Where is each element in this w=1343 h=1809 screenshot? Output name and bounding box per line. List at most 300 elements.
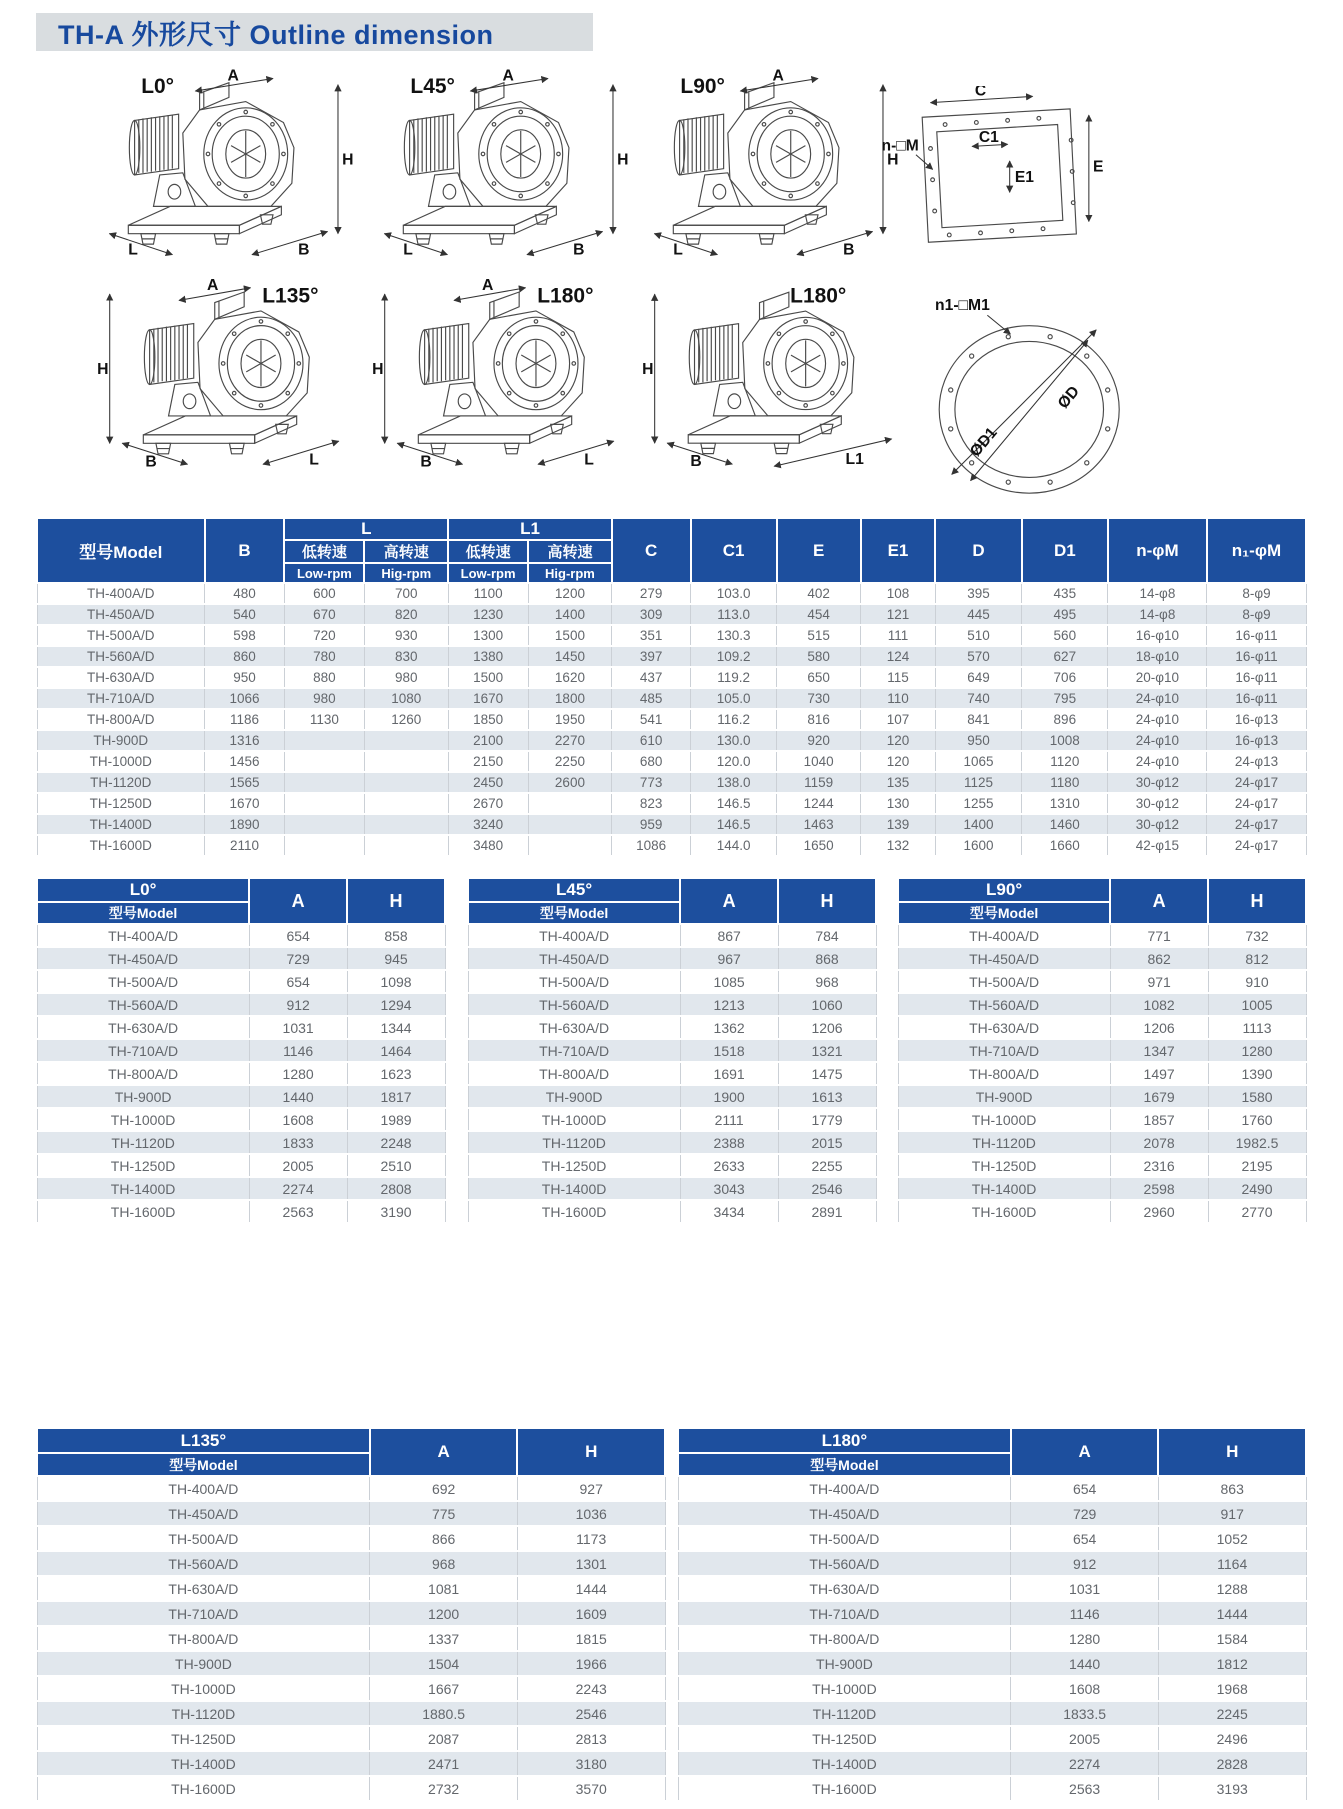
table-row xyxy=(37,1501,665,1526)
svg-text:L: L xyxy=(584,451,594,469)
table-cell: 816 xyxy=(777,709,861,730)
table-row xyxy=(468,1131,876,1154)
col-header-model: 型号Model xyxy=(678,1453,1011,1476)
table-cell: 1180 xyxy=(1022,772,1108,793)
table-cell: 16-φ13 xyxy=(1207,730,1306,751)
table-cell: 1206 xyxy=(778,1016,876,1039)
table-cell: 720 xyxy=(284,625,364,646)
table-row xyxy=(37,1701,665,1726)
col-header-model: 型号Model xyxy=(37,518,205,583)
table-cell: 20-φ10 xyxy=(1108,667,1207,688)
table-cell: 2828 xyxy=(1158,1751,1306,1776)
table-cell: 700 xyxy=(364,583,448,604)
table-row xyxy=(468,1016,876,1039)
table-cell: 950 xyxy=(205,667,285,688)
svg-text:ØD1: ØD1 xyxy=(966,424,1001,461)
table-cell: TH-1000D xyxy=(898,1108,1110,1131)
table-row xyxy=(898,993,1306,1016)
table-cell: 930 xyxy=(364,625,448,646)
col-header-e: E xyxy=(777,518,861,583)
table-cell: 670 xyxy=(284,604,364,625)
table-cell: 105.0 xyxy=(691,688,777,709)
table-cell: 2195 xyxy=(1208,1154,1306,1177)
table-cell: 1040 xyxy=(777,751,861,772)
table-cell: 580 xyxy=(777,646,861,667)
svg-text:B: B xyxy=(298,241,310,259)
table-row xyxy=(678,1776,1306,1801)
table-cell: 1031 xyxy=(249,1016,347,1039)
table-cell xyxy=(364,751,448,772)
table-cell: 967 xyxy=(680,947,778,970)
table-cell: TH-900D xyxy=(468,1085,680,1108)
table-cell: 30-φ12 xyxy=(1108,814,1207,835)
svg-text:H: H xyxy=(97,360,109,378)
table-row xyxy=(37,1476,665,1501)
table-row xyxy=(898,1016,1306,1039)
table-cell: 610 xyxy=(612,730,691,751)
table-cell: 2150 xyxy=(448,751,528,772)
table-cell: 1613 xyxy=(778,1085,876,1108)
table-row xyxy=(468,1200,876,1223)
a-h-table-l180 xyxy=(677,1427,1307,1802)
table-cell: TH-710A/D xyxy=(678,1601,1011,1626)
table-cell: TH-500A/D xyxy=(37,1526,370,1551)
table-cell: TH-630A/D xyxy=(37,1016,249,1039)
fan-drawing-l135 xyxy=(95,275,345,475)
table-cell: 732 xyxy=(1208,924,1306,947)
table-cell: 692 xyxy=(370,1476,518,1501)
table-cell: 3434 xyxy=(680,1200,778,1223)
table-cell: 2248 xyxy=(347,1131,445,1154)
table-cell: 2110 xyxy=(205,835,285,856)
table-cell: 130.0 xyxy=(691,730,777,751)
table-cell: TH-710A/D xyxy=(468,1039,680,1062)
table-cell: 1380 xyxy=(448,646,528,667)
table-cell: 1244 xyxy=(777,793,861,814)
table-cell: 30-φ12 xyxy=(1108,772,1207,793)
table-cell: 1098 xyxy=(347,970,445,993)
table-row xyxy=(468,993,876,1016)
col-header-high-en: Hig-rpm xyxy=(364,563,448,583)
table-cell: 16-φ11 xyxy=(1207,625,1306,646)
col-header-model: 型号Model xyxy=(37,902,249,924)
svg-text:A: A xyxy=(227,68,239,85)
table-cell: TH-800A/D xyxy=(678,1626,1011,1651)
table-cell: TH-1400D xyxy=(37,1751,370,1776)
svg-text:B: B xyxy=(843,241,855,259)
table-row xyxy=(678,1501,1306,1526)
table-cell: TH-1600D xyxy=(898,1200,1110,1223)
svg-text:L: L xyxy=(309,451,319,469)
table-cell: TH-800A/D xyxy=(898,1062,1110,1085)
table-row xyxy=(898,970,1306,993)
svg-text:C1: C1 xyxy=(978,129,999,147)
col-header-b: B xyxy=(205,518,285,583)
a-h-table-l0 xyxy=(36,877,446,1224)
table-cell: 8-φ9 xyxy=(1207,583,1306,604)
table-cell: 1294 xyxy=(347,993,445,1016)
table-cell: 16-φ11 xyxy=(1207,688,1306,709)
table-cell: 1464 xyxy=(347,1039,445,1062)
table-cell: 1968 xyxy=(1158,1676,1306,1701)
table-cell: 2563 xyxy=(249,1200,347,1223)
table-cell: TH-560A/D xyxy=(37,646,205,667)
table-cell: 1280 xyxy=(249,1062,347,1085)
table-cell: 1608 xyxy=(249,1108,347,1131)
table-cell: 867 xyxy=(680,924,778,947)
table-cell: 1623 xyxy=(347,1062,445,1085)
table-cell xyxy=(364,772,448,793)
table-cell: 1463 xyxy=(777,814,861,835)
table-cell: 120.0 xyxy=(691,751,777,772)
table-row xyxy=(37,1526,665,1551)
col-header-a: A xyxy=(680,878,778,924)
fan-drawing-l180-a xyxy=(370,275,620,475)
table-cell: 495 xyxy=(1022,604,1108,625)
table-cell: 971 xyxy=(1110,970,1208,993)
table-row xyxy=(37,604,1306,625)
table-cell: 1691 xyxy=(680,1062,778,1085)
table-cell: 510 xyxy=(935,625,1021,646)
table-angle-label: L0° xyxy=(37,878,249,902)
table-cell: TH-450A/D xyxy=(37,1501,370,1526)
table-cell: 1580 xyxy=(1208,1085,1306,1108)
table-cell: 2563 xyxy=(1011,1776,1159,1801)
table-cell: TH-630A/D xyxy=(678,1576,1011,1601)
table-row xyxy=(898,1062,1306,1085)
table-cell: 1500 xyxy=(448,667,528,688)
fan-drawing-l45 xyxy=(380,68,630,263)
table-cell: TH-800A/D xyxy=(37,709,205,730)
table-cell: 2087 xyxy=(370,1726,518,1751)
table-cell: 1206 xyxy=(1110,1016,1208,1039)
table-cell: 24-φ10 xyxy=(1108,751,1207,772)
table-cell xyxy=(284,835,364,856)
table-cell: 920 xyxy=(777,730,861,751)
table-cell: 116.2 xyxy=(691,709,777,730)
svg-text:L180°: L180° xyxy=(537,284,594,308)
col-header-h: H xyxy=(1158,1428,1306,1476)
table-cell: 1679 xyxy=(1110,1085,1208,1108)
table-cell: 2388 xyxy=(680,1131,778,1154)
table-row xyxy=(37,1085,445,1108)
col-header-n1-phi-m: n₁-φM xyxy=(1207,518,1306,583)
table-cell: TH-1120D xyxy=(37,772,205,793)
table-cell: 1060 xyxy=(778,993,876,1016)
table-row xyxy=(37,646,1306,667)
table-cell: 1833 xyxy=(249,1131,347,1154)
table-row xyxy=(468,1177,876,1200)
table-row xyxy=(37,667,1306,688)
table-cell: 1584 xyxy=(1158,1626,1306,1651)
table-cell: 1301 xyxy=(517,1551,665,1576)
table-cell: 1230 xyxy=(448,604,528,625)
table-cell: TH-1120D xyxy=(898,1131,1110,1154)
table-row xyxy=(898,924,1306,947)
table-cell: 830 xyxy=(364,646,448,667)
table-cell: 1850 xyxy=(448,709,528,730)
table-row xyxy=(898,947,1306,970)
table-cell xyxy=(284,730,364,751)
table-row xyxy=(37,1016,445,1039)
table-cell: 1890 xyxy=(205,814,285,835)
col-header-l: L xyxy=(284,518,448,540)
table-cell: 600 xyxy=(284,583,364,604)
table-cell: 24-φ17 xyxy=(1207,814,1306,835)
table-cell: 515 xyxy=(777,625,861,646)
table-cell: 1440 xyxy=(249,1085,347,1108)
svg-text:L: L xyxy=(403,241,413,259)
table-cell: 773 xyxy=(612,772,691,793)
table-cell: 2274 xyxy=(249,1177,347,1200)
table-cell: TH-450A/D xyxy=(678,1501,1011,1526)
table-cell: TH-560A/D xyxy=(468,993,680,1016)
table-cell: 1036 xyxy=(517,1501,665,1526)
table-cell: TH-800A/D xyxy=(468,1062,680,1085)
table-cell: TH-800A/D xyxy=(37,1062,249,1085)
round-flange-drawing xyxy=(912,292,1137,507)
table-cell: 2100 xyxy=(448,730,528,751)
table-cell: 24-φ17 xyxy=(1207,772,1306,793)
table-cell: 3570 xyxy=(517,1776,665,1801)
table-cell: TH-1120D xyxy=(37,1701,370,1726)
table-cell: 445 xyxy=(935,604,1021,625)
table-cell: 14-φ8 xyxy=(1108,583,1207,604)
table-cell: 570 xyxy=(935,646,1021,667)
table-cell: 3180 xyxy=(517,1751,665,1776)
table-cell: 2960 xyxy=(1110,1200,1208,1223)
table-cell: 1280 xyxy=(1011,1626,1159,1651)
table-cell: 113.0 xyxy=(691,604,777,625)
table-cell: TH-1250D xyxy=(37,1726,370,1751)
table-cell: 2274 xyxy=(1011,1751,1159,1776)
table-angle-label: L135° xyxy=(37,1428,370,1453)
col-header-d1: D1 xyxy=(1022,518,1108,583)
col-header-h: H xyxy=(1208,878,1306,924)
table-cell: 18-φ10 xyxy=(1108,646,1207,667)
table-row xyxy=(37,924,445,947)
table-cell: 968 xyxy=(370,1551,518,1576)
svg-text:H: H xyxy=(887,151,899,169)
table-cell: 627 xyxy=(1022,646,1108,667)
table-row xyxy=(37,1131,445,1154)
table-cell xyxy=(364,814,448,835)
table-cell: 110 xyxy=(861,688,936,709)
table-cell: 795 xyxy=(1022,688,1108,709)
table-cell: 1444 xyxy=(1158,1601,1306,1626)
table-cell: 138.0 xyxy=(691,772,777,793)
table-row xyxy=(37,1626,665,1651)
table-row xyxy=(37,751,1306,772)
table-cell: 454 xyxy=(777,604,861,625)
table-cell: 820 xyxy=(364,604,448,625)
outline-dimension-table xyxy=(36,517,1307,857)
table-cell: 1660 xyxy=(1022,835,1108,856)
svg-text:H: H xyxy=(372,360,384,378)
table-cell: 108 xyxy=(861,583,936,604)
table-row xyxy=(37,970,445,993)
table-cell: 1600 xyxy=(935,835,1021,856)
table-row xyxy=(678,1676,1306,1701)
table-row xyxy=(468,1085,876,1108)
svg-text:L90°: L90° xyxy=(680,75,725,99)
page-title-bar xyxy=(36,13,593,51)
table-cell: 119.2 xyxy=(691,667,777,688)
table-cell: 1500 xyxy=(528,625,612,646)
svg-text:ØD: ØD xyxy=(1054,383,1083,413)
col-header-a: A xyxy=(249,878,347,924)
table-cell: 1300 xyxy=(448,625,528,646)
table-cell: TH-500A/D xyxy=(37,625,205,646)
table-cell: 1310 xyxy=(1022,793,1108,814)
table-cell: 980 xyxy=(364,667,448,688)
table-row xyxy=(37,730,1306,751)
table-cell: 812 xyxy=(1208,947,1306,970)
table-cell xyxy=(284,793,364,814)
table-cell: 950 xyxy=(935,730,1021,751)
svg-text:A: A xyxy=(206,276,219,294)
table-row xyxy=(678,1551,1306,1576)
table-cell: TH-450A/D xyxy=(37,604,205,625)
table-cell: 1113 xyxy=(1208,1016,1306,1039)
table-cell: 3480 xyxy=(448,835,528,856)
a-h-table-l135 xyxy=(36,1427,666,1802)
table-cell: 109.2 xyxy=(691,646,777,667)
table-cell: 435 xyxy=(1022,583,1108,604)
col-header-low-cn: 低转速 xyxy=(284,540,364,563)
col-header-c1: C1 xyxy=(691,518,777,583)
table-cell: 1082 xyxy=(1110,993,1208,1016)
table-row xyxy=(37,772,1306,793)
table-cell: 729 xyxy=(1011,1501,1159,1526)
table-cell: 1085 xyxy=(680,970,778,993)
table-cell: 680 xyxy=(612,751,691,772)
table-cell: 397 xyxy=(612,646,691,667)
table-cell: 1460 xyxy=(1022,814,1108,835)
table-cell: 1450 xyxy=(528,646,612,667)
table-cell: 866 xyxy=(370,1526,518,1551)
table-cell: 654 xyxy=(1011,1526,1159,1551)
table-cell: 863 xyxy=(1158,1476,1306,1501)
table-cell: 1760 xyxy=(1208,1108,1306,1131)
table-cell: TH-630A/D xyxy=(37,667,205,688)
svg-text:H: H xyxy=(642,360,654,378)
col-header-model: 型号Model xyxy=(37,1453,370,1476)
table-cell: 42-φ15 xyxy=(1108,835,1207,856)
table-cell: TH-400A/D xyxy=(37,924,249,947)
table-cell: 1812 xyxy=(1158,1651,1306,1676)
table-row xyxy=(468,947,876,970)
svg-text:B: B xyxy=(145,453,157,471)
table-row xyxy=(37,625,1306,646)
table-cell: 1081 xyxy=(370,1576,518,1601)
table-cell: 115 xyxy=(861,667,936,688)
table-cell: TH-630A/D xyxy=(37,1576,370,1601)
table-row xyxy=(37,793,1306,814)
table-cell: 2813 xyxy=(517,1726,665,1751)
svg-text:B: B xyxy=(420,453,432,471)
table-cell: 24-φ13 xyxy=(1207,751,1306,772)
col-header-high-cn: 高转速 xyxy=(364,540,448,563)
table-cell: TH-560A/D xyxy=(898,993,1110,1016)
table-cell: TH-1400D xyxy=(37,1177,249,1200)
col-header-high-en: Hig-rpm xyxy=(528,563,612,583)
table-angle-label: L90° xyxy=(898,878,1110,902)
table-cell: 1817 xyxy=(347,1085,445,1108)
table-cell: 560 xyxy=(1022,625,1108,646)
table-cell: TH-560A/D xyxy=(37,1551,370,1576)
page-title: TH-A 外形尺寸 Outline dimension xyxy=(58,19,494,50)
table-cell: 146.5 xyxy=(691,814,777,835)
table-cell: 2546 xyxy=(778,1177,876,1200)
table-cell: 1857 xyxy=(1110,1108,1208,1131)
table-row xyxy=(468,924,876,947)
table-cell: 1130 xyxy=(284,709,364,730)
svg-text:A: A xyxy=(772,68,784,85)
table-cell: 1005 xyxy=(1208,993,1306,1016)
table-cell: TH-500A/D xyxy=(37,970,249,993)
table-cell: 16-φ13 xyxy=(1207,709,1306,730)
table-cell: 1815 xyxy=(517,1626,665,1651)
col-header-h: H xyxy=(347,878,445,924)
svg-text:A: A xyxy=(502,68,514,85)
table-cell: 1347 xyxy=(1110,1039,1208,1062)
table-row xyxy=(898,1039,1306,1062)
col-header-model: 型号Model xyxy=(898,902,1110,924)
fan-drawing-l180-b xyxy=(640,275,900,475)
table-cell: 1400 xyxy=(528,604,612,625)
table-cell: 1186 xyxy=(205,709,285,730)
table-cell: TH-1600D xyxy=(37,835,205,856)
table-cell: TH-1600D xyxy=(468,1200,680,1223)
table-cell: 485 xyxy=(612,688,691,709)
table-cell: 24-φ17 xyxy=(1207,835,1306,856)
table-cell: 1031 xyxy=(1011,1576,1159,1601)
svg-text:C: C xyxy=(974,86,987,100)
table-cell: 1800 xyxy=(528,688,612,709)
table-angle-label: L180° xyxy=(678,1428,1011,1453)
svg-text:A: A xyxy=(481,276,494,294)
table-row xyxy=(898,1131,1306,1154)
table-cell: 1518 xyxy=(680,1039,778,1062)
table-row xyxy=(678,1476,1306,1501)
table-row xyxy=(468,1062,876,1085)
table-cell: 1608 xyxy=(1011,1676,1159,1701)
table-cell: TH-400A/D xyxy=(678,1476,1011,1501)
table-cell: TH-1400D xyxy=(678,1751,1011,1776)
col-header-high-cn: 高转速 xyxy=(528,540,612,563)
table-cell: TH-900D xyxy=(37,1651,370,1676)
table-cell: 1164 xyxy=(1158,1551,1306,1576)
table-cell: 2255 xyxy=(778,1154,876,1177)
table-row xyxy=(37,814,1306,835)
table-row xyxy=(37,709,1306,730)
table-cell: 541 xyxy=(612,709,691,730)
table-cell: TH-1120D xyxy=(678,1701,1011,1726)
table-cell: 1950 xyxy=(528,709,612,730)
table-cell: 132 xyxy=(861,835,936,856)
col-header-h: H xyxy=(517,1428,665,1476)
table-row xyxy=(678,1701,1306,1726)
table-cell: 823 xyxy=(612,793,691,814)
svg-text:L: L xyxy=(128,241,138,259)
svg-text:n-□M: n-□M xyxy=(881,137,919,155)
table-row xyxy=(678,1726,1306,1751)
table-cell: 730 xyxy=(777,688,861,709)
table-cell: TH-450A/D xyxy=(898,947,1110,970)
table-row xyxy=(37,835,1306,856)
table-cell: TH-1400D xyxy=(898,1177,1110,1200)
